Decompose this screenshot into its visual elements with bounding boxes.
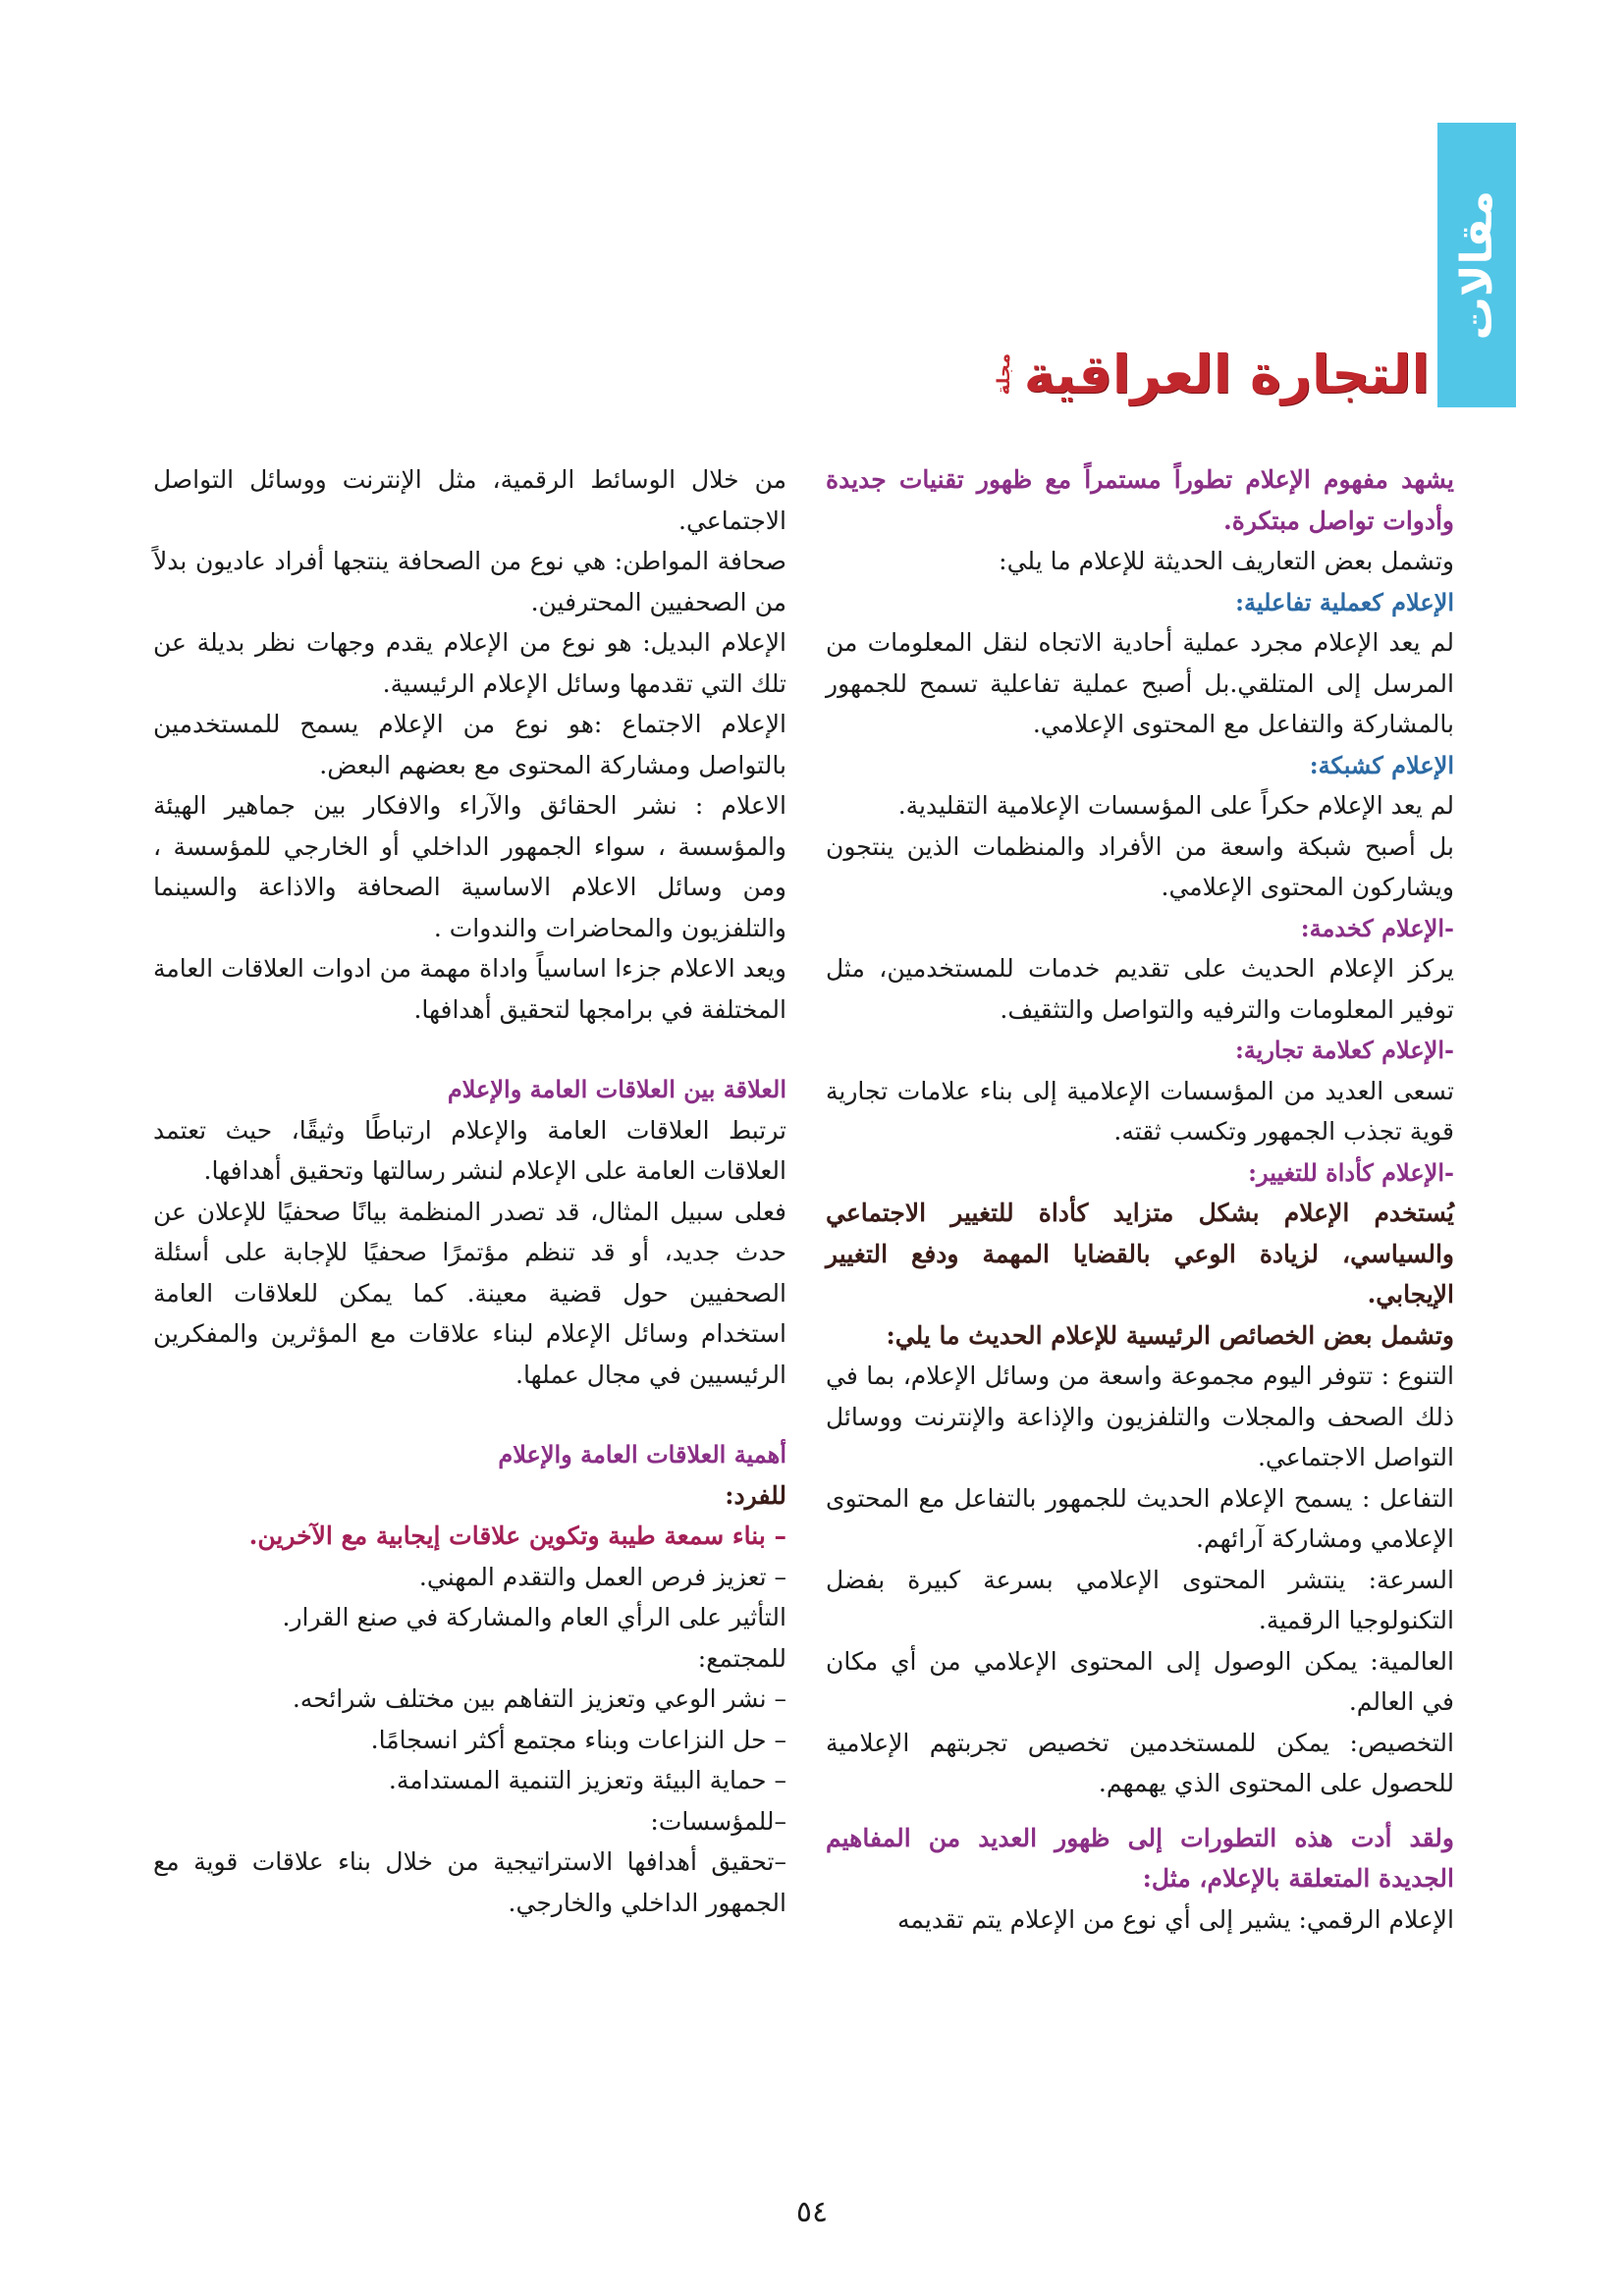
paragraph-interaction: التفاعل : يسمح الإعلام الحديث للجمهور بالتفاعل مع المحتوى الإعلامي ومشاركة آرائهم. — [826, 1483, 1454, 1553]
paragraph-digital-media: الإعلام الرقمي: يشير إلى أي نوع من الإعلام يتم تقديمه — [897, 1904, 1454, 1934]
heading-pr-media-relation: العلاقة بين العلاقات العامة والإعلام — [447, 1075, 786, 1103]
section-tab — [1437, 123, 1516, 407]
list-item: – بناء سمعة طيبة وتكوين علاقات إيجابية مع الآخرين. — [248, 1522, 786, 1550]
heading-new-concepts: ولقد أدت هذه التطورات إلى ظهور العديد من المفاهيم الجديدة المتعلقة بالإعلام، مثل: — [826, 1823, 1454, 1893]
masthead — [994, 344, 1430, 405]
paragraph-service: يركز الإعلام الحديث على تقديم خدمات للمستخدمين، مثل توفير المعلومات والترفيه والتواصل والتثقيف. — [826, 954, 1454, 1024]
heading-brand: -الإعلام كعلامة تجارية: — [1234, 1036, 1454, 1064]
list-item: –تحقيق أهدافها الاستراتيجية من خلال بناء علاقات قوية مع الجمهور الداخلي والخارجي. — [153, 1847, 786, 1917]
paragraph-citizen-journalism: صحافة المواطن: هي نوع من الصحافة ينتجها أفراد عاديون بدلاً من الصحفيين المحترفين. — [153, 547, 786, 616]
heading-society: للمجتمع: — [697, 1643, 786, 1673]
paragraph-customization: التخصيص: يمكن للمستخدمين تخصيص تجربتهم الإعلامية للحصول على المحتوى الذي يهمهم. — [826, 1728, 1454, 1797]
page-number: ٥٤ — [795, 2195, 829, 2229]
list-item: – حل النزاعات وبناء مجتمع أكثر انسجامًا. — [370, 1725, 786, 1754]
paragraph-interactive: لم يعد الإعلام مجرد عملية أحادية الاتجاه لنقل المعلومات من المرسل إلى المتلقي.بل أصبح عملية تفاعلية تسمح للجمهور بالمشاركة والتفاعل مع المحتوى الإعلامي. — [826, 628, 1454, 738]
list-item: – تعزيز فرص العمل والتقدم المهني. — [418, 1562, 786, 1591]
magazine-title: التجارة العراقية — [1023, 344, 1430, 405]
list-item: التأثير على الرأي العام والمشاركة في صنع القرار. — [282, 1603, 786, 1631]
paragraph-media-importance: ويعد الاعلام جزءا اساسياً واداة مهمة من ادوات العلاقات العامة المختلفة في برامجها لتحقيق أهدافها. — [153, 954, 786, 1024]
paragraph-diversity: التنوع : تتوفر اليوم مجموعة واسعة من وسائل الإعلام، بما في ذلك الصحف والمجلات والتلفزيون والإذاعة والإنترنت ووسائل التواصل الاجتماعي. — [826, 1362, 1454, 1471]
left-column — [153, 459, 786, 1923]
paragraph-alternative-media: الإعلام البديل: هو نوع من الإعلام يقدم وجهات نظر بديلة عن تلك التي تقدمها وسائل الإعلام الرئيسية. — [153, 628, 786, 698]
paragraph-media-definition: الاعلام : نشر الحقائق والآراء والافكار بين جماهير الهيئة والمؤسسة ، سواء الجمهور الداخلي أو الخارجي للمؤسسة ، ومن وسائل الاعلام الاساسية الصحافة والاذاعة والسينما والتلفزيون والمحاضرات والندوات . — [153, 791, 786, 942]
paragraph-digital-continued: من خلال الوسائط الرقمية، مثل الإنترنت ووسائل التواصل الاجتماعي. — [153, 465, 786, 535]
paragraph-network-b: بل أصبح شبكة واسعة من الأفراد والمنظمات الذين ينتجون ويشاركون المحتوى الإعلامي. — [826, 831, 1454, 901]
right-column — [826, 459, 1454, 1940]
paragraph-network-a: لم يعد الإعلام حكراً على المؤسسات الإعلامية التقليدية. — [897, 791, 1454, 820]
paragraph-change: يُستخدم الإعلام بشكل متزايد كأداة للتغيير الاجتماعي والسياسي، لزيادة الوعي بالقضايا المهمة ودفع التغيير الإيجابي. — [826, 1199, 1454, 1308]
heading-change: -الإعلام كأداة للتغيير: — [1248, 1157, 1454, 1187]
heading-service: -الإعلام كخدمة: — [1300, 913, 1454, 942]
paragraph-global: العالمية: يمكن الوصول إلى المحتوى الإعلامي من أي مكان في العالم. — [826, 1646, 1454, 1716]
paragraph-speed: السرعة: ينتشر المحتوى الإعلامي بسرعة كبيرة بفضل التكنولوجيا الرقمية. — [826, 1565, 1454, 1634]
intro-text: وتشمل بعض التعاريف الحديثة للإعلام ما يلي: — [999, 547, 1454, 575]
heading-institutions: –للمؤسسات: — [650, 1806, 786, 1836]
magazine-label: مجلة — [993, 353, 1014, 396]
heading-individual: للفرد: — [725, 1480, 786, 1510]
paragraph-pr-example: فعلى سبيل المثال، قد تصدر المنظمة بيانًا صحفيًا للإعلان عن حدث جديد، أو قد تنظم مؤتمرًا صحفيًا للإجابة على أسئلة الصحفيين حول قضية معينة. كما يمكن للعلاقات العامة استخدام وسائل الإعلام لبناء علاقات مع المؤثرين والمفكرين الرئيسيين في مجال عملها. — [153, 1197, 786, 1389]
intro-lead: يشهد مفهوم الإعلام تطوراً مستمراً مع ظهور تقنيات جديدة وأدوات تواصل مبتكرة. — [826, 465, 1454, 535]
paragraph-social-media: الإعلام الاجتماع :هو نوع من الإعلام يسمح للمستخدمين بالتواصل ومشاركة المحتوى مع بعضهم البعض. — [153, 710, 786, 779]
list-item: – نشر الوعي وتعزيز التفاهم بين مختلف شرائحه. — [292, 1684, 786, 1713]
heading-interactive: الإعلام كعملية تفاعلية: — [1235, 587, 1454, 616]
paragraph-pr-relation: ترتبط العلاقات العامة والإعلام ارتباطًا وثيقًا، حيث تعتمد العلاقات العامة على الإعلام لنشر رسالتها وتحقيق أهدافها. — [153, 1115, 786, 1185]
paragraph-brand: تسعى العديد من المؤسسات الإعلامية إلى بناء علامات تجارية قوية تجذب الجمهور وتكسب ثقته. — [826, 1076, 1454, 1146]
section-tab-label: مقالات — [1451, 189, 1502, 341]
list-item: – حماية البيئة وتعزيز التنمية المستدامة. — [388, 1766, 786, 1794]
paragraph-features-intro: وتشمل بعض الخصائص الرئيسية للإعلام الحديث ما يلي: — [886, 1320, 1454, 1350]
heading-pr-importance: أهمية العلاقات العامة والإعلام — [498, 1440, 786, 1468]
heading-network: الإعلام كشبكة: — [1309, 750, 1454, 779]
